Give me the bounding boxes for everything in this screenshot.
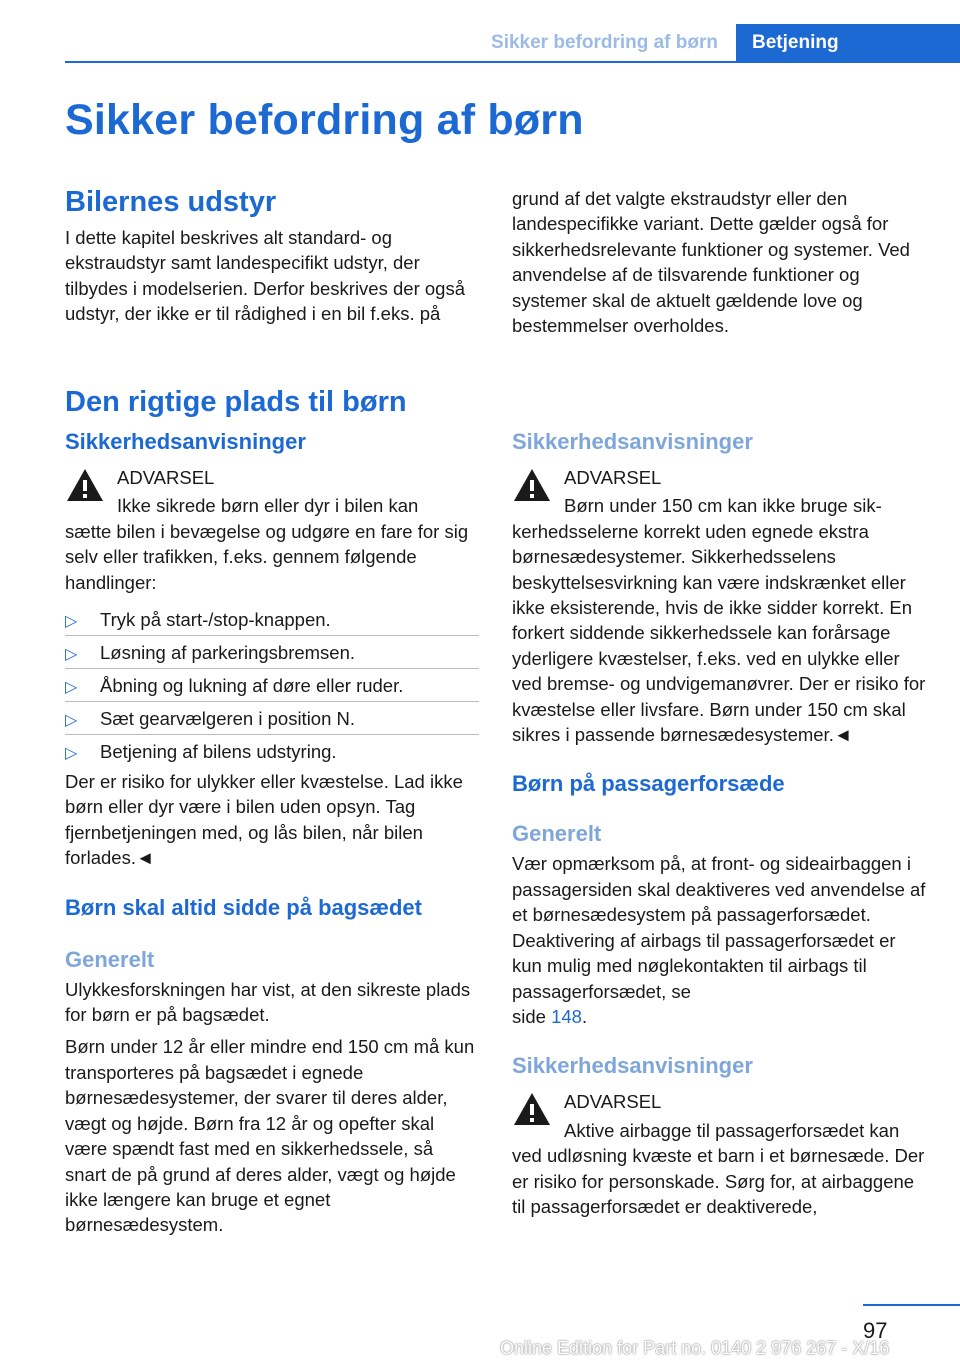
- paragraph-generelt-1b: Børn under 12 år eller mindre end 150 cm må kun transporteres på bagsædet i egnede børnesædesystemer, der svarer til deres alder, vægt og højde. Børn fra 12 år og opefter skal være spændt fast med en sikkerhedssele, så snart de på grund af deres alder, vægt og højde ikke længere kan bruge et egnet børnesædesystem.: [65, 1036, 475, 1236]
- list-item-text: Sæt gearvælgeren i position N.: [100, 708, 356, 730]
- heading-boern-passagerforsaede: Børn på passagerforsæde: [512, 771, 785, 797]
- warning-block-2: [512, 465, 926, 519]
- warning-block-1: [65, 465, 479, 519]
- warning-triangle-icon: [512, 467, 552, 503]
- heading-bilernes-udstyr: Bilernes udstyr: [65, 186, 277, 218]
- warning-label-3: ADVARSEL: [564, 1091, 662, 1113]
- page-ref-link[interactable]: 148: [551, 1005, 582, 1027]
- page-ref-end: .: [581, 1005, 588, 1027]
- page-header: [65, 0, 960, 62]
- paragraph-bilernes-udstyr: I dette kapitel beskrives alt standard- og ekstraudstyr samt landespecifikt udstyr, der tilbydes i modelserien. Derfor beskrives der også udstyr, der ikke er til rådighed i en bil f.eks. på: [65, 227, 465, 325]
- list-item-text: Åbning og lukning af døre eller ruder.: [100, 675, 404, 697]
- warning-block-3: [512, 1089, 926, 1143]
- list-item: [65, 735, 479, 767]
- warning-triangle-icon: [512, 1091, 552, 1127]
- header-section-tab[interactable]: Sikker befordring af børn: [491, 32, 718, 53]
- page-title: Sikker befordring af børn: [65, 96, 584, 144]
- warning-text-2: kerhedsselerne korrekt uden egnede ekstra børnesædesystemer. Sikkerhedsselens beskyttelsesvirkning kan være indskrænket eller ikke eksisterende, hvis de ikke sidder korrekt. En forkert siddende sikkerhedssele kan forårsage yderligere kvæstelser, f.eks. ved en ulykke eller ved bremse- og undvigemanøvrer. Der er risiko for kvæstelse eller livsfare. Børn under 150 cm skal sikres i passende børnesædesystemer.◄: [512, 520, 926, 746]
- footer-rule: [863, 1304, 960, 1306]
- heading-generelt-2: Generelt: [512, 821, 602, 847]
- page-ref-label: side: [512, 1005, 546, 1027]
- paragraph-generelt-2-text: Vær opmærksom på, at front- og sideairbaggen i passagersiden skal deaktiveres ved anvendelse af et børnesædesystem på passagerforsædet. Deaktivering af airbags til passagerforsædet er kun mulig med nøglekontakten til airbags til passagerforsædet, se: [512, 853, 926, 1002]
- action-list: [65, 603, 479, 767]
- right-column-main: [512, 429, 926, 1219]
- header-active-tab[interactable]: Betjening: [736, 24, 960, 62]
- warning-label-1: ADVARSEL: [117, 467, 215, 488]
- list-item-text: Tryk på start-/stop-knappen.: [100, 609, 331, 631]
- warning-text-1: sætte bilen i bevægelse og udgøre en fare for sig selv eller trafikken, f.eks. gennem følgende handlinger:: [65, 520, 469, 593]
- heading-sikkerhedsanvisninger-3: Sikkerhedsanvisninger: [512, 1053, 753, 1079]
- triangle-right-icon: ▷: [65, 712, 78, 730]
- header-rule: [65, 61, 960, 63]
- warning-label-2: ADVARSEL: [564, 467, 662, 488]
- paragraph-generelt-1a: Ulykkesforskningen har vist, at den sikreste plads for børn er på bagsædet.: [65, 978, 471, 1026]
- list-item-text: Løsning af parkeringsbremsen.: [100, 642, 356, 664]
- warning-first-line-1: Ikke sikrede børn eller dyr i bilen kan: [117, 495, 419, 517]
- warning-text-3: ved udløsning kvæste et barn i et børnesæde. Der er risiko for personskade. Sørg for, at airbaggene til passagerforsædet er deaktiverede,: [512, 1145, 925, 1217]
- list-item: [65, 603, 479, 636]
- triangle-right-icon: ▷: [65, 745, 78, 763]
- triangle-right-icon: ▷: [65, 679, 78, 697]
- page-number: 97: [863, 1318, 888, 1343]
- paragraph-bilernes-continued: grund af det valgte ekstraudstyr eller den landespecifikke variant. Dette gælder også for sikkerhedsrelevante funktioner og systemer. Ved anvendelse af de tilsvarende funktioner og systemer skal de aktuelt gældende love og bestemmelser overholdes.: [512, 188, 910, 337]
- triangle-right-icon: ▷: [65, 646, 78, 664]
- list-item: [65, 702, 479, 735]
- paragraph-generelt-2: [512, 851, 926, 1029]
- right-column-intro: [512, 186, 926, 338]
- warning-triangle-icon: [65, 467, 105, 503]
- left-column-main: [65, 429, 479, 1238]
- warning-end-text-1: Der er risiko for ulykker eller kvæstelse. Lad ikke børn eller dyr være i bilen uden opsyn. Tag fjernbetjeningen med, og lås bilen, når bilen forlades.◄: [65, 771, 463, 869]
- list-item: [65, 636, 479, 669]
- heading-boern-bagsaedet: Børn skal altid sidde på bagsædet: [65, 894, 422, 920]
- heading-sikkerhedsanvisninger-2: Sikkerhedsanvisninger: [512, 429, 753, 454]
- list-item-text: Betjening af bilens udstyring.: [100, 741, 337, 763]
- warning-first-line-2: Børn under 150 cm kan ikke bruge sik-: [564, 495, 882, 517]
- heading-sikkerhedsanvisninger-1: Sikkerhedsanvisninger: [65, 429, 306, 454]
- footer-edition: Online Edition for Part no. 0140 2 976 267 - X/16: [500, 1338, 890, 1358]
- triangle-right-icon: ▷: [65, 613, 78, 631]
- heading-generelt-1: Generelt: [65, 946, 155, 972]
- left-column-intro: [65, 186, 479, 327]
- heading-den-rigtige-plads: Den rigtige plads til børn: [65, 386, 407, 418]
- warning-first-line-3: Aktive airbagge til passagerforsædet kan: [564, 1119, 900, 1141]
- list-item: [65, 669, 479, 702]
